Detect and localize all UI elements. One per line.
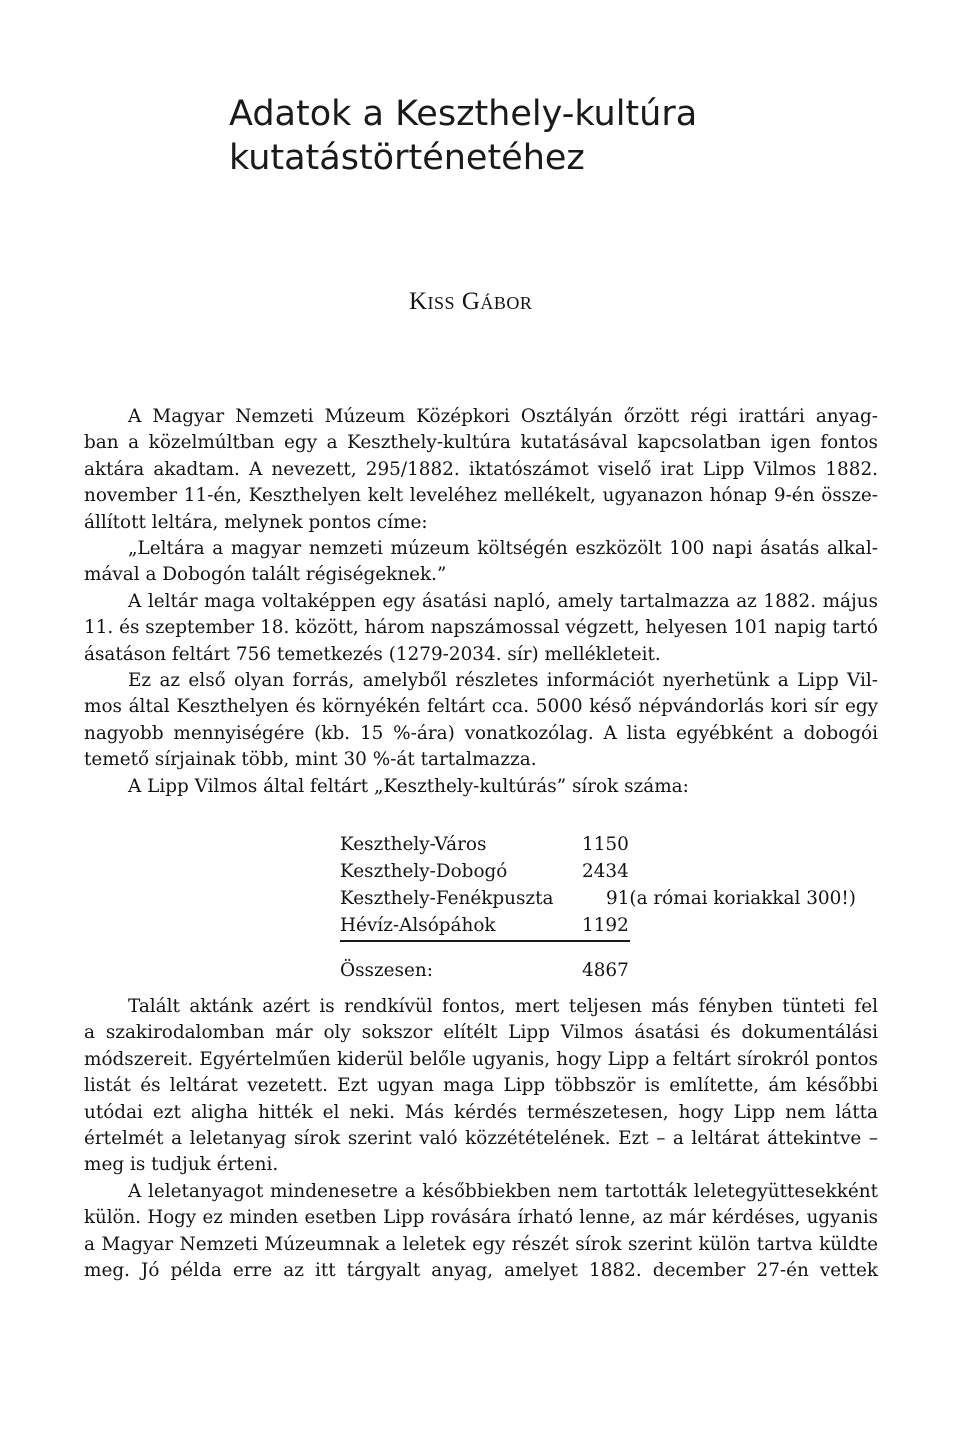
text-line: „Leltára a magyar nemzeti múzeum költségén eszközölt 100 napi ásatás alkal- [128, 538, 878, 560]
title-line-2: kutatástörténetéhez [229, 138, 585, 178]
text-line: A Magyar Nemzeti Múzeum Középkori Osztályán őrzött régi irattári anyag- [128, 406, 878, 427]
text-line: A Lipp Vilmos által feltárt „Keszthely-kultúrás” sírok száma: [128, 775, 689, 797]
table-row [340, 886, 880, 913]
title-line-1: Adatok a Keszthely-kultúra [229, 94, 698, 134]
text-line: listát és leltárat vezetett. Ezt ugyan maga Lipp többször is említette, ám későbbi [84, 1075, 878, 1097]
article-title [229, 92, 849, 180]
text-line: a Magyar Nemzeti Múzeumnak a leletek egy részét sírok szerint külön tartva küldte [84, 1233, 878, 1255]
text-line: A leltár maga voltaképpen egy ásatási napló, amely tartalmazza az 1882. május [128, 590, 878, 612]
grave-count-table [340, 832, 880, 985]
table-total-row [340, 958, 880, 985]
text-line: módszereit. Egyértelműen kiderül belőle ugyanis, hogy Lipp a feltárt sírokról pontos [84, 1048, 878, 1070]
text-line: nagyobb mennyiségére (kb. 15 %-ára) vonatkozólag. A lista egyébként a dobogói [84, 722, 878, 744]
text-line: ásatáson feltárt 756 temetkezés (1279-2034. sír) mellékleteit. [84, 643, 661, 665]
site-name: Hévíz-Alsópáhok [340, 915, 496, 936]
text-line: 11. és szeptember 18. között, három napszámossal végzett, helyesen 101 napig tartó [84, 617, 878, 639]
text-line: külön. Hogy ez minden esetben Lipp rovására írható lenne, az már kérdéses, ugyanis [84, 1207, 878, 1229]
table-row [340, 913, 880, 941]
text-line: Ez az első olyan forrás, amelyből részletes információt nyerhetünk a Lipp Vil- [128, 670, 878, 692]
grave-count: 2434 [582, 861, 629, 882]
text-line: Talált aktánk azért is rendkívül fontos, mert teljesen más fényben tünteti fel [128, 996, 878, 1017]
site-name: Keszthely-Dobogó [340, 861, 508, 882]
text-line: állított leltára, melynek pontos címe: [84, 511, 428, 533]
table-row [340, 832, 880, 859]
text-line: mával a Dobogón talált régiségeknek.” [84, 564, 447, 586]
text-line: temető sírjainak több, mint 30 %-át tartalmazza. [84, 749, 537, 771]
site-name: Keszthely-Város [340, 834, 487, 855]
text-line: meg is tudjuk érteni. [84, 1154, 279, 1176]
total-value: 4867 [582, 960, 629, 981]
text-line: A leletanyagot mindenesetre a későbbiekben nem tartották leletegyüttesekként [128, 1180, 878, 1202]
grave-count: 91(a római koriakkal 300!) [606, 888, 856, 909]
author-name: Kiss Gábor [409, 288, 533, 315]
grave-count: 1192 [582, 915, 629, 936]
body-text-lower [84, 994, 878, 1284]
text-line: meg. Jó példa erre az itt tárgyalt anyag, amelyet 1882. december 27-én vettek [84, 1260, 878, 1282]
text-line: ban a közelmúltban egy a Keszthely-kultúra kutatásával kapcsolatban igen fontos [84, 432, 878, 454]
text-line: utódai ezt aligha hitték el neki. Más kérdés természetesen, hogy Lipp nem látta [84, 1101, 878, 1123]
grave-count: 1150 [582, 834, 629, 855]
site-name: Keszthely-Fenékpuszta [340, 888, 554, 909]
text-line: aktára akadtam. A nevezett, 295/1882. iktatószámot viselő irat Lipp Vilmos 1882. [84, 458, 878, 480]
text-line: a szakirodalomban már oly sokszor elítélt Lipp Vilmos ásatási és dokumentálási [84, 1022, 878, 1044]
text-line: november 11-én, Keszthelyen kelt leveléhez mellékelt, ugyanazon hónap 9-én össze- [84, 485, 878, 507]
text-line: mos által Keszthelyen és környékén feltárt cca. 5000 késő népvándorlás kori sír egy [84, 696, 878, 718]
body-text-upper [84, 404, 878, 800]
total-label: Összesen: [340, 960, 433, 981]
sum-rule-divider [340, 940, 630, 942]
table-row [340, 859, 880, 886]
text-line: értelmét a leletanyag sírok szerint való közzétételének. Ezt – a leltárat áttekintve – [84, 1128, 878, 1150]
